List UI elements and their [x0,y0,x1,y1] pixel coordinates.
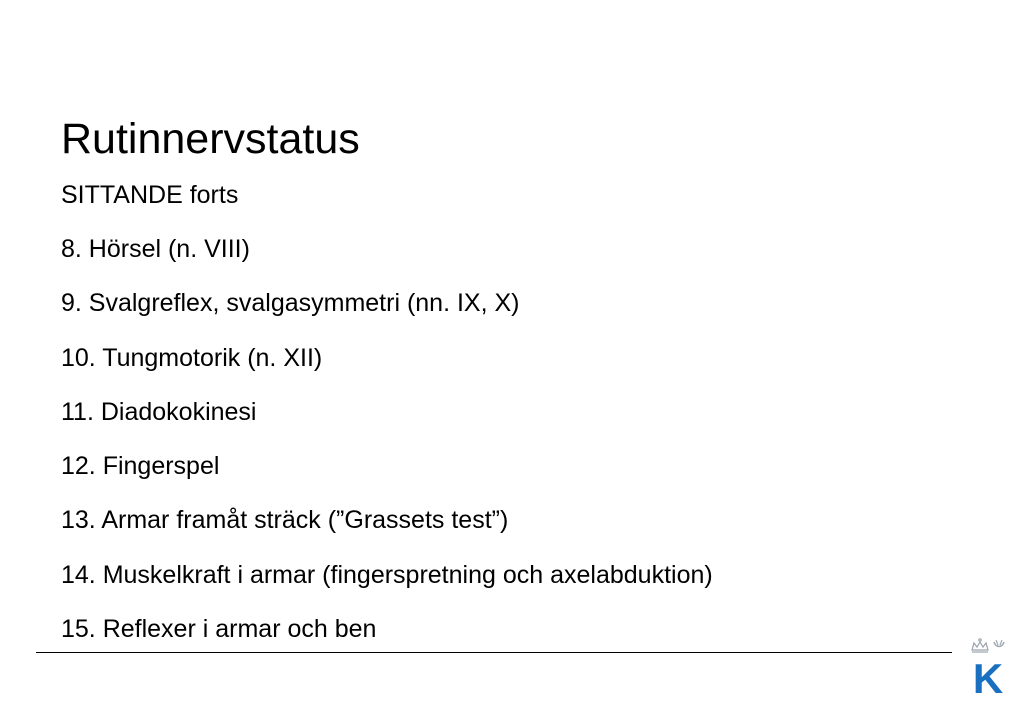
slide-subtitle: SITTANDE forts [61,181,239,209]
logo-letter: K [972,655,1004,696]
footer-divider [36,652,952,653]
list-item: 14. Muskelkraft i armar (fingerspretning och axelabduktion) [61,560,713,589]
item-list [61,234,713,668]
crown-logo-icon [968,636,1008,696]
list-item: 11. Diadokokinesi [61,397,257,426]
list-item: 9. Svalgreflex, svalgasymmetri (nn. IX, X) [61,289,520,318]
list-item: 8. Hörsel (n. VIII) [61,235,250,263]
list-item: 13. Armar framåt sträck (”Grassets test”) [61,506,509,535]
list-item: 12. Fingerspel [61,452,220,481]
list-item: 10. Tungmotorik (n. XII) [61,343,323,372]
list-item: 15. Reflexer i armar och ben [61,615,377,644]
slide-title: Rutinnervstatus [61,115,360,163]
